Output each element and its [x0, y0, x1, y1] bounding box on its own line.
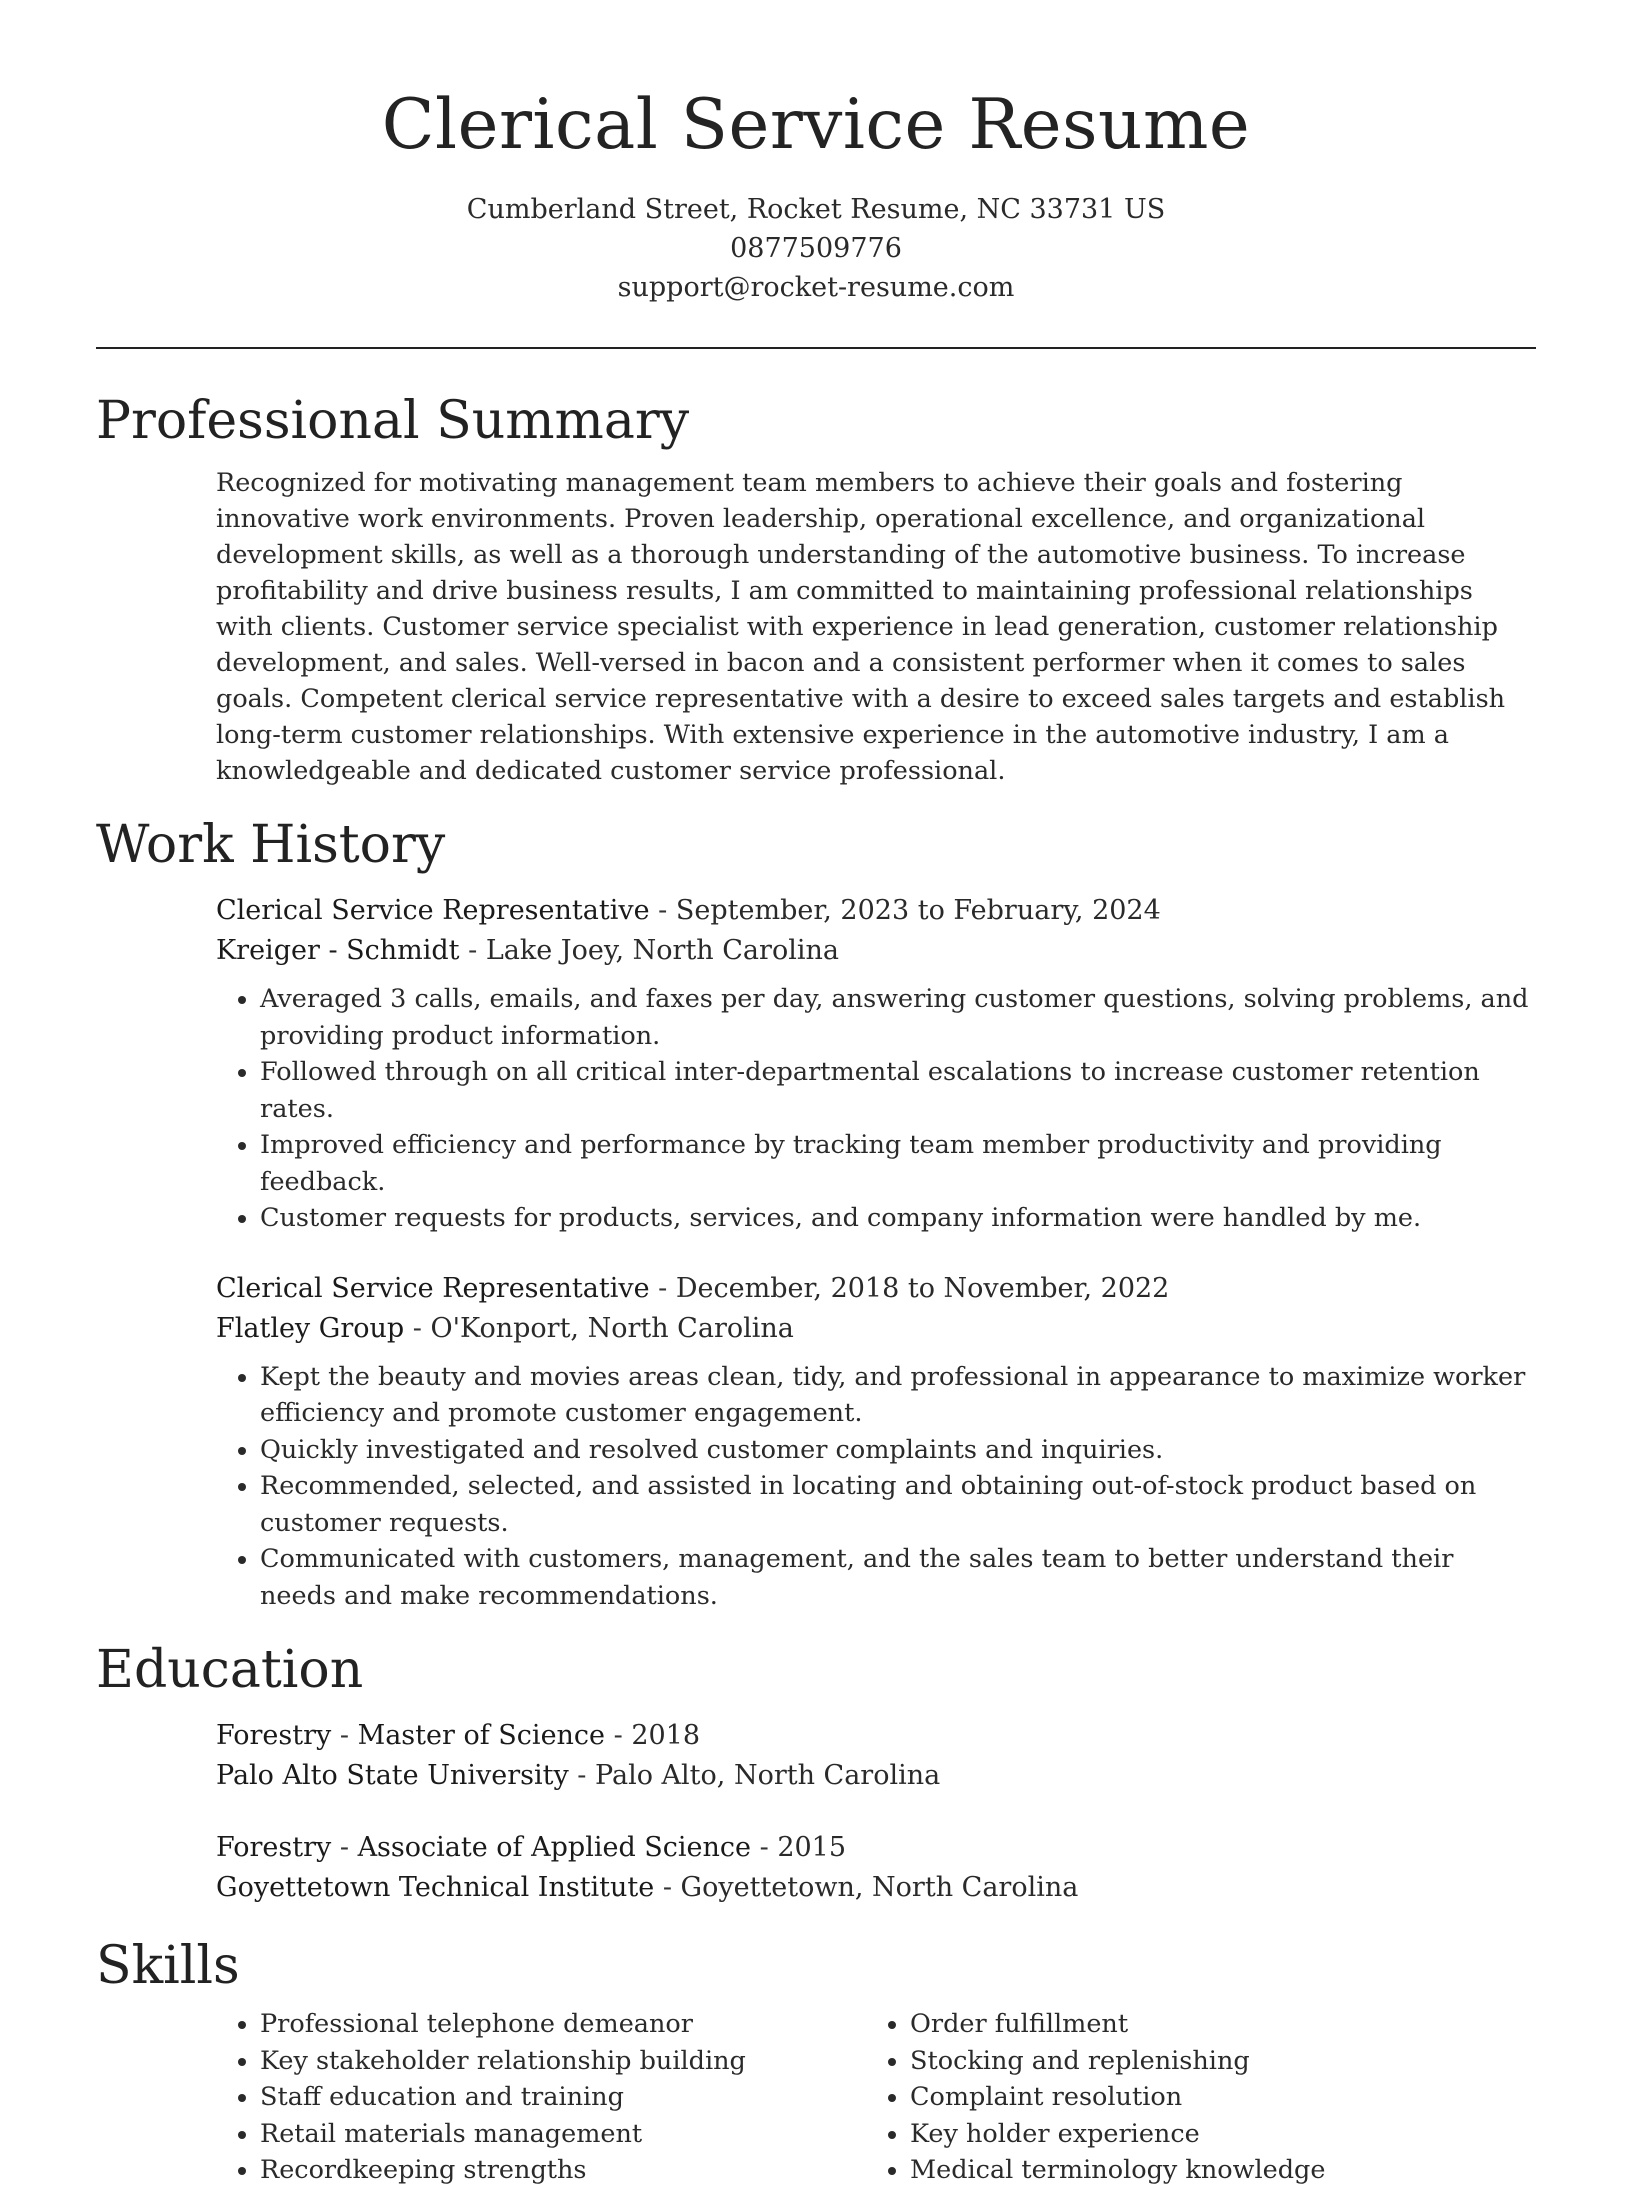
skill-item: • Complaint resolution [910, 2079, 1516, 2116]
job-dates: December, 2018 to November, 2022 [675, 1272, 1170, 1304]
contact-phone: 0877509776 [730, 233, 902, 264]
job-entry [216, 891, 1536, 1237]
summary-text: Recognized for motivating management team members to achieve their goals and fostering innovative work environments. Proven leadership, operational excellence, and organizational development skills, as well as a thorough understanding of the automotive business. To increase profitability and drive business results, I am committed to maintaining professional relationships with clients. Customer service specialist with experience in lead generation, customer relationship development, and sales. Well-versed in bacon and a consistent performer when it comes to sales goals. Competent clerical service representative with a desire to exceed sales targets and establish long-term customer relationships. With extensive experience in the automotive industry, I am a knowledgeable and dedicated customer service professional. [216, 468, 1506, 786]
school-name: Palo Alto State University [216, 1760, 569, 1791]
job-company-line: Flatley Group - O'Konport, North Carolina [216, 1312, 794, 1344]
job-bullet: • Averaged 3 calls, emails, and faxes per day, answering customer questions, solving problems, and providing product information. [260, 981, 1536, 1054]
job-dates: September, 2023 to February, 2024 [675, 895, 1161, 926]
job-company: Flatley Group [216, 1312, 405, 1344]
job-company: Kreiger - Schmidt [216, 935, 460, 966]
degree-line: Forestry - Associate of Applied Science - 2015 [216, 1832, 847, 1863]
job-role: Clerical Service Representative [216, 895, 650, 926]
skill-item: • Key holder experience [910, 2116, 1516, 2153]
skill-item: • Staff education and training [260, 2079, 866, 2116]
skills-column-right [866, 2006, 1516, 2189]
education-heading: Education [96, 1640, 364, 1700]
degree-name: Associate of Applied Science [357, 1832, 752, 1863]
degree-field: Forestry [216, 1720, 332, 1751]
job-location: Lake Joey, North Carolina [485, 935, 839, 966]
job-company-line: Kreiger - Schmidt - Lake Joey, North Carolina [216, 935, 839, 966]
job-title-line: Clerical Service Representative - September, 2023 to February, 2024 [216, 895, 1161, 926]
education-section [96, 1638, 1536, 1908]
skill-item: • Order fulfillment [910, 2006, 1516, 2043]
school-line: Goyettetown Technical Institute - Goyettetown, North Carolina [216, 1872, 1079, 1903]
job-bullet: • Customer requests for products, services, and company information were handled by me. [260, 1200, 1536, 1237]
work-history-section [96, 813, 1536, 1614]
degree-year: 2018 [631, 1720, 701, 1751]
skills-list [216, 2006, 866, 2189]
resume-header [96, 0, 1536, 307]
skill-item: • Stocking and replenishing [910, 2043, 1516, 2080]
job-bullet: • Recommended, selected, and assisted in locating and obtaining out-of-stock product based on customer requests. [260, 1468, 1536, 1541]
contact-email: support@rocket-resume.com [617, 272, 1015, 303]
job-bullet: • Improved efficiency and performance by tracking team member productivity and providing feedback. [260, 1127, 1536, 1200]
education-entry [216, 1828, 1536, 1908]
job-entry [216, 1269, 1536, 1615]
skill-item: • Retail materials management [260, 2116, 866, 2153]
job-bullet: • Quickly investigated and resolved customer complaints and inquiries. [260, 1432, 1536, 1469]
skill-item: • Recordkeeping strengths [260, 2152, 866, 2189]
school-location: Palo Alto, North Carolina [595, 1760, 941, 1791]
skills-column-left [216, 2006, 866, 2189]
degree-field: Forestry [216, 1832, 332, 1863]
job-title-line: Clerical Service Representative - December, 2018 to November, 2022 [216, 1272, 1170, 1304]
contact-address: Cumberland Street, Rocket Resume, NC 33731 US [466, 194, 1166, 225]
degree-year: 2015 [777, 1832, 847, 1863]
summary-heading: Professional Summary [96, 391, 690, 451]
degree-name: Master of Science [357, 1720, 606, 1751]
skills-list [866, 2006, 1516, 2189]
job-bullet: • Kept the beauty and movies areas clean, tidy, and professional in appearance to maximize worker efficiency and promote customer engagement. [260, 1359, 1536, 1432]
contact-block [96, 190, 1536, 307]
school-line: Palo Alto State University - Palo Alto, North Carolina [216, 1760, 941, 1791]
school-location: Goyettetown, North Carolina [680, 1872, 1079, 1903]
degree-line: Forestry - Master of Science - 2018 [216, 1720, 701, 1751]
summary-section [96, 389, 1536, 789]
resume-title: Clerical Service Resume [381, 85, 1251, 165]
job-bullet: • Followed through on all critical inter-departmental escalations to increase customer retention rates. [260, 1054, 1536, 1127]
school-name: Goyettetown Technical Institute [216, 1872, 655, 1903]
job-location: O'Konport, North Carolina [430, 1312, 794, 1344]
skill-item: • Key stakeholder relationship building [260, 2043, 866, 2080]
skill-item: • Professional telephone demeanor [260, 2006, 866, 2043]
header-divider [96, 347, 1536, 349]
job-bullets [216, 981, 1536, 1237]
skills-grid [216, 2006, 1536, 2189]
skills-section [96, 1934, 1536, 2189]
work-history-heading: Work History [96, 815, 446, 875]
job-bullet: • Communicated with customers, management, and the sales team to better understand their needs and make recommendations. [260, 1541, 1536, 1614]
job-role: Clerical Service Representative [216, 1272, 650, 1304]
skill-item: • Medical terminology knowledge [910, 2152, 1516, 2189]
education-entry [216, 1716, 1536, 1796]
skills-heading: Skills [96, 1936, 240, 1996]
job-bullets [216, 1359, 1536, 1615]
